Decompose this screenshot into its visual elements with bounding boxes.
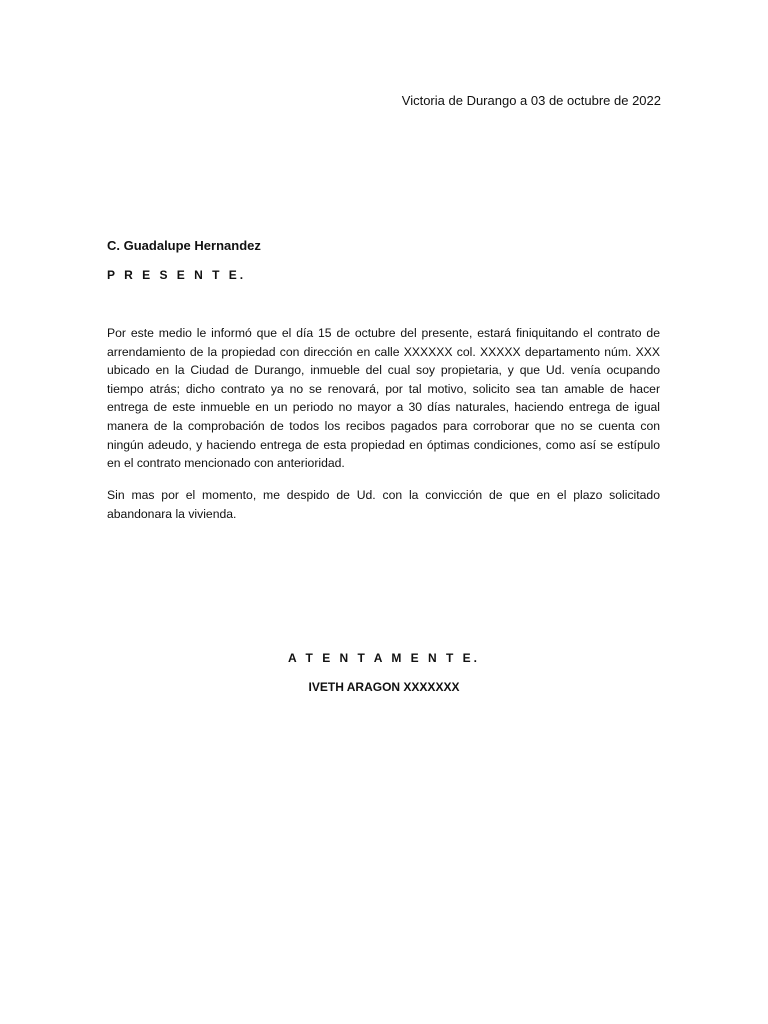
closing-atentamente: A T E N T A M E N T E. xyxy=(288,651,480,665)
signer-name: IVETH ARAGON XXXXXXX xyxy=(308,680,460,694)
presente-heading: P R E S E N T E. xyxy=(107,268,247,282)
body-paragraph-farewell: Sin mas por el momento, me despido de Ud. con la convicción de que en el plazo solicitado abandonara la vivienda. xyxy=(107,488,660,521)
date-line: Victoria de Durango a 03 de octubre de 2022 xyxy=(401,93,661,108)
recipient-name: C. Guadalupe Hernandez xyxy=(107,238,261,253)
body-paragraph-notice: Por este medio le informó que el día 15 de octubre del presente, estará finiquitando el contrato de arrendamiento de la propiedad con dirección en calle XXXXXX col. XXXXX departamento núm. XXX ubicado en la Ciudad de Durango, inmueble del cual soy propietaria, y que Ud. venía ocupando tiempo atrás; dicho contrato ya no se renovará, por tal motivo, solicito sea tan amable de hacer entrega de este inmueble en un periodo no mayor a 30 días naturales, haciendo entrega de igual manera de la comprobación de todos los recibos pagados para corroborar que no se cuenta con ningún adeudo, y haciendo entrega de esta propiedad en óptimas condiciones, como así se estípulo en el contrato mencionado con anterioridad. xyxy=(107,326,660,471)
